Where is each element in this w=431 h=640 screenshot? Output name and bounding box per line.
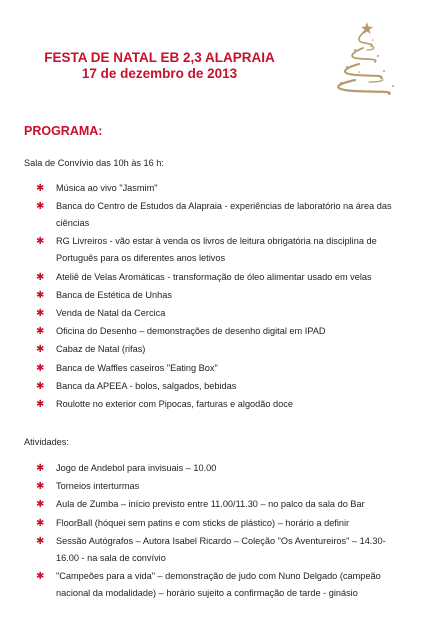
list-item — [0, 378, 431, 395]
list-item — [0, 515, 431, 532]
star-bullet-icon: ✱ — [36, 236, 45, 248]
christmas-tree-icon — [323, 20, 407, 100]
list-item-text: Sessão Autógrafos – Autora Isabel Ricardo – Coleção "Os Aventureiros" – 14.30-16.00 - na sala de convívio — [56, 535, 386, 563]
star-bullet-icon: ✱ — [36, 481, 45, 493]
section-label-atividades: Atividades: — [24, 437, 69, 447]
program-heading: PROGRAMA: — [24, 124, 103, 138]
star-bullet-icon: ✱ — [36, 499, 45, 511]
list-item-text: Música ao vivo "Jasmim" — [56, 183, 158, 193]
star-bullet-icon: ✱ — [36, 517, 45, 529]
list-item-text: Ateliê de Velas Aromáticas - transformação de óleo alimentar usado em velas — [56, 271, 372, 282]
list-item — [0, 568, 431, 602]
star-bullet-icon: ✱ — [36, 570, 45, 582]
list-item-text: Banca de Estética de Unhas — [56, 289, 172, 300]
star-bullet-icon: ✱ — [36, 463, 45, 474]
list-item-text: Jogo de Andebol para invisuais – 10.00 — [56, 463, 217, 473]
list-item-text: Roulotte no exterior com Pipocas, farturas e algodão doce — [56, 398, 293, 409]
star-bullet-icon: ✱ — [36, 289, 45, 301]
list-item — [0, 533, 431, 567]
star-bullet-icon: ✱ — [36, 535, 45, 547]
list-item — [0, 341, 431, 358]
list-item — [0, 269, 431, 286]
list-item — [0, 198, 431, 232]
list-item-text: Banca do Centro de Estudos da Alapraia - experiências de laboratório na área das ciências — [56, 201, 392, 229]
star-bullet-icon: ✱ — [36, 326, 45, 338]
document-title: FESTA DE NATAL EB 2,3 ALAPRAIA — [44, 50, 275, 65]
activities-list — [0, 460, 431, 602]
list-item — [0, 360, 431, 377]
star-bullet-icon: ✱ — [36, 271, 45, 283]
list-item — [0, 460, 431, 477]
document-date: 17 de dezembro de 2013 — [81, 66, 238, 81]
list-item-text: Torneios interturmas — [56, 481, 140, 492]
list-item — [0, 323, 431, 340]
list-item-text: Oficina do Desenho – demonstrações de desenho digital em IPAD — [56, 326, 326, 337]
section-label-sala: Sala de Convívio das 10h às 16 h: — [24, 158, 164, 168]
star-bullet-icon: ✱ — [36, 398, 45, 410]
list-item-text: Banca da APEEA - bolos, salgados, bebidas — [56, 380, 237, 391]
star-bullet-icon: ✱ — [36, 183, 45, 194]
list-item-text: Cabaz de Natal (rifas) — [56, 344, 146, 355]
list-item — [0, 396, 431, 413]
star-bullet-icon: ✱ — [36, 307, 45, 319]
list-item — [0, 478, 431, 495]
star-bullet-icon: ✱ — [36, 362, 45, 374]
list-item — [0, 233, 431, 267]
list-item-text: Banca de Waffles caseiros "Eating Box" — [56, 362, 218, 373]
list-item-text: Aula de Zumba – início previsto entre 11.00/11.30 – no palco da sala do Bar — [56, 499, 365, 510]
list-item — [0, 496, 431, 513]
star-bullet-icon: ✱ — [36, 344, 45, 356]
list-item-text: Venda de Natal da Cercica — [56, 307, 166, 318]
list-item-text: RG Livreiros - vão estar à venda os livros de leitura obrigatória na disciplina de Português para os diferentes anos letivos — [56, 236, 377, 264]
list-item-text: FloorBall (hóquei sem patins e com sticks de plástico) – horário a definir — [56, 517, 350, 528]
list-item — [0, 305, 431, 322]
list-item — [0, 180, 431, 197]
list-item-text: "Campeões para a vida" – demonstração de judo com Nuno Delgado (campeão nacional da modalidade) – horário sujeito a confirmação de tarde - ginásio — [56, 570, 381, 598]
star-bullet-icon: ✱ — [36, 201, 45, 213]
program-list — [0, 180, 431, 413]
list-item — [0, 287, 431, 304]
star-bullet-icon: ✱ — [36, 380, 45, 392]
